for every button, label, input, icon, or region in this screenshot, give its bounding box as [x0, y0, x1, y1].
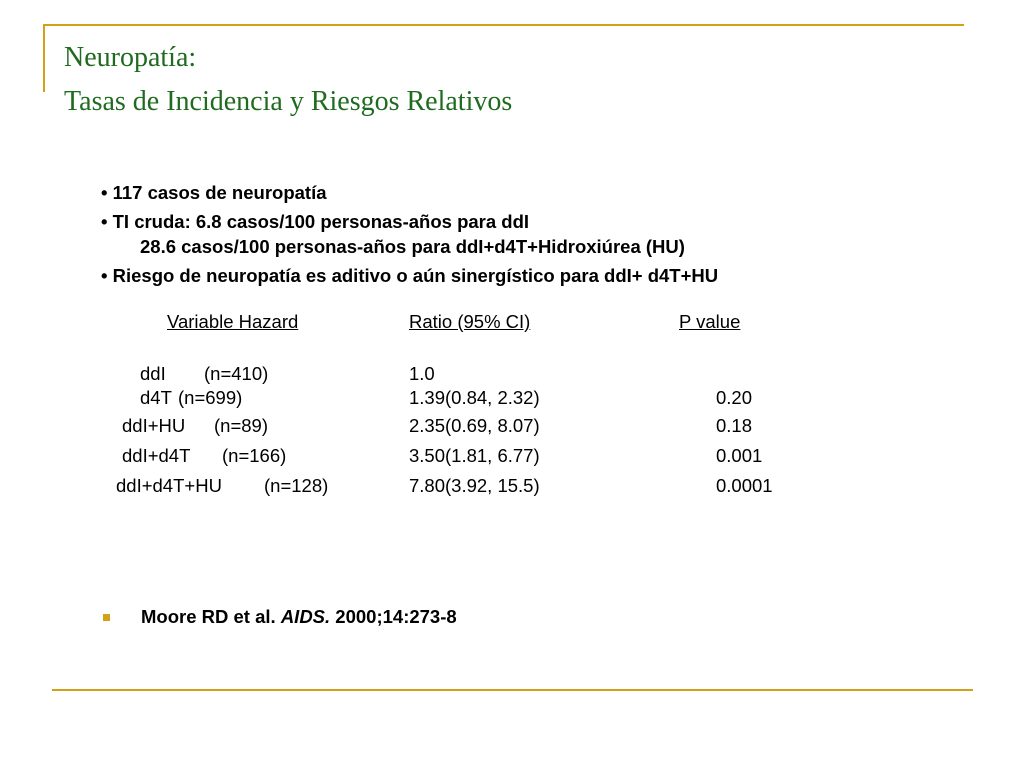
table-row-n: (n=89) [214, 415, 268, 436]
table-row-n: (n=166) [222, 445, 287, 466]
table-row-pvalue: 0.20 [716, 387, 753, 408]
bullet-cases: • 117 casos de neuropatía [101, 182, 327, 203]
bullet-crude-rate-continued: 28.6 casos/100 personas-años para ddI+d4T+Hidroxiúrea (HU) [140, 236, 685, 257]
reference [141, 608, 457, 627]
table-row-ratio: 2.35(0.69, 8.07) [409, 415, 540, 436]
table-row-ratio: 1.0 [409, 363, 435, 384]
table-row-drug: ddI+d4T [122, 445, 191, 466]
table-row-n: (n=410) [204, 363, 269, 384]
slide-title-line2: Tasas de Incidencia y Riesgos Relativos [64, 86, 513, 117]
table-row-pvalue: 0.18 [716, 415, 753, 436]
frame-left-line [43, 24, 45, 92]
table-row-pvalue: 0.001 [716, 445, 763, 466]
table-row-ratio: 1.39(0.84, 2.32) [409, 387, 540, 408]
table-row-pvalue: 0.0001 [716, 475, 773, 496]
table-header-variable: Variable Hazard [167, 311, 299, 332]
reference-citation: 2000;14:273-8 [335, 606, 457, 627]
table-header-ratio: Ratio (95% CI) [409, 311, 531, 332]
frame-top-line [43, 24, 964, 26]
table-header-pvalue: P value [679, 311, 741, 332]
reference-journal: AIDS. [280, 606, 331, 627]
table-row-drug: ddI+HU [122, 415, 186, 436]
bullet-crude-rate: • TI cruda: 6.8 casos/100 personas-años para ddI [101, 211, 530, 232]
bullet-risk: • Riesgo de neuropatía es aditivo o aún sinergístico para ddI+ d4T+HU [101, 265, 719, 286]
table-row-n: (n=128) [264, 475, 329, 496]
bullet-square-icon [103, 614, 110, 621]
table-row-ratio: 3.50(1.81, 6.77) [409, 445, 540, 466]
slide-title-line1: Neuropatía: [64, 42, 197, 73]
reference-authors: Moore RD et al. [141, 606, 276, 627]
table-row-drug: ddI+d4T+HU [116, 475, 222, 496]
table-row-drug: d4T [140, 387, 172, 408]
frame-bottom-line [52, 689, 973, 691]
table-row-drug: ddI [140, 363, 166, 384]
table-row-n: (n=699) [178, 387, 243, 408]
table-header-gap-2 [571, 313, 679, 331]
table-header-gap-1 [347, 313, 409, 331]
table-row-ratio: 7.80(3.92, 15.5) [409, 475, 540, 496]
